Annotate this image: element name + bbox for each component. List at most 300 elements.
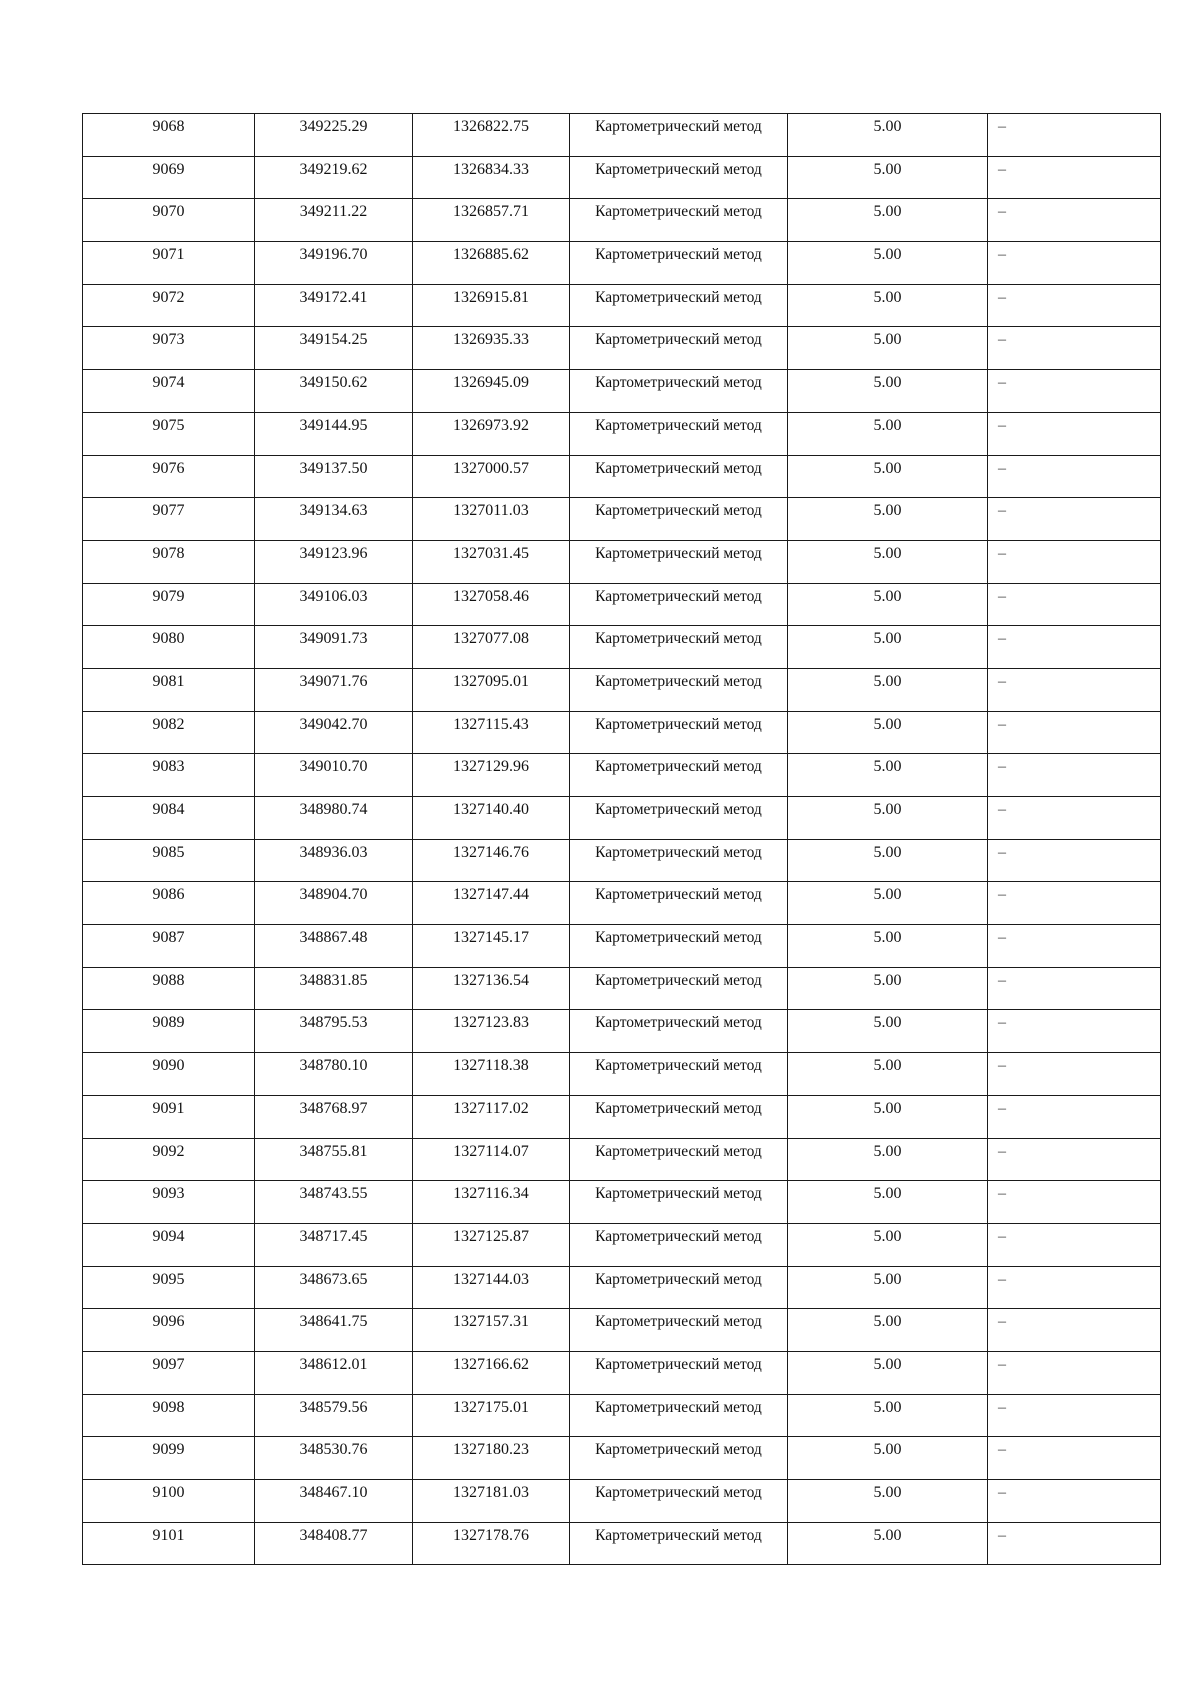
method-cell-text: Картометрический метод: [595, 886, 762, 904]
point-number-cell: [83, 1138, 255, 1181]
accuracy-cell-text: 5.00: [873, 801, 902, 818]
table-row: [83, 882, 1161, 925]
accuracy-cell: [788, 1053, 988, 1096]
point-number-cell-text: 9087: [152, 929, 185, 947]
coordinate-y-cell-text: 1327125.87: [453, 1227, 529, 1245]
note-cell: [988, 967, 1161, 1010]
method-cell-text: Картометрический метод: [595, 630, 762, 648]
coordinate-x-cell-text: 348867.48: [299, 929, 368, 947]
coordinate-y-cell: [413, 797, 570, 840]
method-cell: [570, 754, 788, 797]
note-cell: [988, 1351, 1161, 1394]
coordinate-x-cell: [255, 711, 413, 754]
table-row: [83, 1181, 1161, 1224]
point-number-cell-text: 9079: [152, 587, 185, 605]
coordinate-x-cell: [255, 882, 413, 925]
point-number-cell-text: 9070: [152, 203, 185, 221]
accuracy-cell-text: 5.00: [873, 416, 902, 434]
accuracy-cell: [788, 284, 988, 327]
coordinate-y-cell: [413, 1394, 570, 1437]
point-number-cell: [83, 284, 255, 327]
accuracy-cell: [788, 114, 988, 157]
accuracy-cell-text: 5.00: [873, 502, 902, 520]
point-number-cell-text: 9101: [152, 1526, 185, 1544]
table-row: [83, 1266, 1161, 1309]
note-cell-text: –: [998, 374, 1006, 392]
note-cell-text: –: [998, 672, 1006, 690]
accuracy-cell-text: 5.00: [873, 288, 902, 306]
coordinate-x-cell: [255, 370, 413, 413]
note-cell-text: –: [998, 544, 1006, 562]
accuracy-cell: [788, 925, 988, 968]
method-cell-text: Картометрический метод: [595, 1227, 762, 1245]
method-cell: [570, 284, 788, 327]
note-cell: [988, 583, 1161, 626]
method-cell: [570, 1394, 788, 1437]
point-number-cell: [83, 1437, 255, 1480]
note-cell-text: –: [998, 160, 1006, 178]
note-cell: [988, 882, 1161, 925]
accuracy-cell: [788, 1010, 988, 1053]
note-cell: [988, 1309, 1161, 1352]
coordinate-x-cell-text: 348768.97: [299, 1099, 368, 1117]
table-row: [83, 711, 1161, 754]
accuracy-cell: [788, 412, 988, 455]
note-cell-text: –: [998, 246, 1006, 264]
coordinate-x-cell-text: 349010.70: [299, 758, 368, 776]
coordinate-y-cell: [413, 1053, 570, 1096]
accuracy-cell: [788, 1181, 988, 1224]
accuracy-cell: [788, 1437, 988, 1480]
note-cell-text: –: [998, 971, 1006, 989]
point-number-cell-text: 9098: [152, 1398, 185, 1416]
method-cell: [570, 327, 788, 370]
table-row: [83, 1394, 1161, 1437]
note-cell-text: –: [998, 801, 1006, 818]
coordinate-y-cell-text: 1327145.17: [453, 929, 529, 947]
coordinate-y-cell-text: 1326935.33: [453, 331, 529, 349]
point-number-cell-text: 9093: [152, 1185, 185, 1203]
accuracy-cell: [788, 1266, 988, 1309]
note-cell-text: –: [998, 1185, 1006, 1203]
method-cell-text: Картометрический метод: [595, 715, 762, 733]
method-cell: [570, 1181, 788, 1224]
method-cell: [570, 370, 788, 413]
coordinate-x-cell-text: 348743.55: [299, 1185, 368, 1203]
method-cell: [570, 1138, 788, 1181]
note-cell-text: –: [998, 288, 1006, 306]
coordinate-y-cell-text: 1327129.96: [453, 758, 529, 776]
table-row: [83, 1095, 1161, 1138]
note-cell-text: –: [998, 459, 1006, 477]
point-number-cell-text: 9072: [152, 288, 185, 306]
coordinate-x-cell: [255, 1223, 413, 1266]
table-row: [83, 1053, 1161, 1096]
coordinate-y-cell: [413, 1010, 570, 1053]
point-number-cell-text: 9088: [152, 971, 185, 989]
coordinate-x-cell: [255, 797, 413, 840]
accuracy-cell-text: 5.00: [873, 758, 902, 776]
coordinate-y-cell-text: 1326834.33: [453, 160, 529, 178]
coordinate-y-cell-text: 1326915.81: [453, 288, 529, 306]
method-cell-text: Картометрический метод: [595, 288, 762, 306]
note-cell: [988, 1053, 1161, 1096]
coordinate-y-cell-text: 1326857.71: [453, 203, 529, 221]
method-cell-text: Картометрический метод: [595, 1270, 762, 1288]
note-cell: [988, 199, 1161, 242]
point-number-cell: [83, 1010, 255, 1053]
coordinate-x-cell-text: 348755.81: [299, 1142, 368, 1160]
accuracy-cell: [788, 1351, 988, 1394]
accuracy-cell: [788, 498, 988, 541]
coordinate-y-cell: [413, 156, 570, 199]
accuracy-cell: [788, 1309, 988, 1352]
coordinate-y-cell-text: 1327175.01: [453, 1398, 529, 1416]
method-cell-text: Картометрический метод: [595, 374, 762, 392]
point-number-cell: [83, 1181, 255, 1224]
coordinate-x-cell-text: 349134.63: [299, 502, 368, 520]
note-cell-text: –: [998, 1099, 1006, 1117]
coordinate-y-cell: [413, 284, 570, 327]
accuracy-cell-text: 5.00: [873, 929, 902, 947]
coordinate-x-cell: [255, 199, 413, 242]
table-row: [83, 370, 1161, 413]
point-number-cell: [83, 156, 255, 199]
note-cell-text: –: [998, 929, 1006, 947]
accuracy-cell-text: 5.00: [873, 971, 902, 989]
method-cell: [570, 455, 788, 498]
note-cell-text: –: [998, 587, 1006, 605]
point-number-cell: [83, 455, 255, 498]
point-number-cell-text: 9085: [152, 843, 185, 861]
coordinate-y-cell: [413, 967, 570, 1010]
table-row: [83, 839, 1161, 882]
point-number-cell: [83, 668, 255, 711]
coordinate-x-cell-text: 348980.74: [299, 801, 368, 818]
accuracy-cell-text: 5.00: [873, 1270, 902, 1288]
point-number-cell: [83, 412, 255, 455]
accuracy-cell-text: 5.00: [873, 118, 902, 135]
method-cell-text: Картометрический метод: [595, 1313, 762, 1331]
point-number-cell: [83, 370, 255, 413]
coordinate-x-cell-text: 349225.29: [299, 118, 368, 135]
note-cell: [988, 1181, 1161, 1224]
table-row: [83, 327, 1161, 370]
table-row: [83, 1480, 1161, 1523]
accuracy-cell-text: 5.00: [873, 544, 902, 562]
method-cell: [570, 1266, 788, 1309]
coordinate-x-cell-text: 348936.03: [299, 843, 368, 861]
coordinate-x-cell: [255, 327, 413, 370]
coordinate-x-cell-text: 349071.76: [299, 672, 368, 690]
method-cell-text: Картометрический метод: [595, 459, 762, 477]
coordinates-table: [82, 113, 1161, 1565]
coordinate-x-cell: [255, 754, 413, 797]
accuracy-cell: [788, 1522, 988, 1565]
method-cell-text: Картометрический метод: [595, 587, 762, 605]
coordinate-y-cell: [413, 1095, 570, 1138]
note-cell: [988, 370, 1161, 413]
coordinate-y-cell-text: 1327095.01: [453, 672, 529, 690]
coordinate-y-cell: [413, 1223, 570, 1266]
point-number-cell: [83, 327, 255, 370]
table-row: [83, 455, 1161, 498]
coordinate-x-cell: [255, 1095, 413, 1138]
method-cell-text: Картометрический метод: [595, 1526, 762, 1544]
accuracy-cell: [788, 370, 988, 413]
coordinate-y-cell: [413, 1266, 570, 1309]
coordinate-y-cell: [413, 754, 570, 797]
note-cell-text: –: [998, 630, 1006, 648]
point-number-cell-text: 9084: [152, 801, 185, 818]
point-number-cell: [83, 199, 255, 242]
table-row: [83, 199, 1161, 242]
accuracy-cell-text: 5.00: [873, 459, 902, 477]
note-cell: [988, 754, 1161, 797]
table-row: [83, 1522, 1161, 1565]
accuracy-cell-text: 5.00: [873, 1484, 902, 1501]
coordinate-x-cell-text: 348579.56: [299, 1398, 368, 1416]
method-cell-text: Картометрический метод: [595, 246, 762, 264]
coordinate-x-cell-text: 348612.01: [299, 1355, 368, 1373]
method-cell: [570, 1010, 788, 1053]
point-number-cell: [83, 1309, 255, 1352]
coordinate-x-cell-text: 349219.62: [299, 160, 368, 178]
coordinate-x-cell: [255, 1522, 413, 1565]
note-cell: [988, 839, 1161, 882]
point-number-cell: [83, 1480, 255, 1523]
coordinate-x-cell-text: 348780.10: [299, 1057, 368, 1075]
note-cell-text: –: [998, 1484, 1006, 1501]
coordinate-x-cell-text: 349211.22: [299, 203, 368, 221]
note-cell: [988, 114, 1161, 157]
method-cell: [570, 583, 788, 626]
accuracy-cell: [788, 1138, 988, 1181]
accuracy-cell-text: 5.00: [873, 203, 902, 221]
method-cell: [570, 839, 788, 882]
point-number-cell: [83, 967, 255, 1010]
accuracy-cell: [788, 882, 988, 925]
method-cell-text: Картометрический метод: [595, 1441, 762, 1459]
point-number-cell: [83, 711, 255, 754]
point-number-cell: [83, 498, 255, 541]
coordinate-x-cell: [255, 839, 413, 882]
coordinate-x-cell: [255, 583, 413, 626]
point-number-cell-text: 9073: [152, 331, 185, 349]
note-cell: [988, 1095, 1161, 1138]
accuracy-cell: [788, 199, 988, 242]
coordinate-x-cell: [255, 540, 413, 583]
note-cell-text: –: [998, 1142, 1006, 1160]
point-number-cell-text: 9096: [152, 1313, 185, 1331]
point-number-cell: [83, 583, 255, 626]
method-cell: [570, 967, 788, 1010]
point-number-cell-text: 9074: [152, 374, 185, 392]
coordinate-x-cell: [255, 925, 413, 968]
coordinate-x-cell: [255, 412, 413, 455]
coordinate-y-cell-text: 1327157.31: [453, 1313, 529, 1331]
coordinate-y-cell-text: 1327140.40: [453, 801, 529, 818]
accuracy-cell: [788, 540, 988, 583]
coordinate-y-cell-text: 1327011.03: [453, 502, 529, 520]
method-cell-text: Картометрический метод: [595, 502, 762, 520]
coordinate-y-cell-text: 1327146.76: [453, 843, 529, 861]
table-row: [83, 412, 1161, 455]
coordinate-y-cell-text: 1327178.76: [453, 1526, 529, 1544]
coordinate-y-cell-text: 1327077.08: [453, 630, 529, 648]
coordinate-x-cell: [255, 1480, 413, 1523]
point-number-cell: [83, 1394, 255, 1437]
note-cell-text: –: [998, 331, 1006, 349]
coordinate-y-cell: [413, 583, 570, 626]
table-row: [83, 284, 1161, 327]
coordinate-y-cell: [413, 1351, 570, 1394]
accuracy-cell-text: 5.00: [873, 1227, 902, 1245]
point-number-cell-text: 9099: [152, 1441, 185, 1459]
table-row: [83, 1010, 1161, 1053]
method-cell-text: Картометрический метод: [595, 843, 762, 861]
coordinate-y-cell-text: 1327144.03: [453, 1270, 529, 1288]
coordinate-y-cell: [413, 925, 570, 968]
method-cell-text: Картометрический метод: [595, 1057, 762, 1075]
accuracy-cell-text: 5.00: [873, 331, 902, 349]
accuracy-cell: [788, 754, 988, 797]
note-cell: [988, 1266, 1161, 1309]
point-number-cell: [83, 882, 255, 925]
coordinate-y-cell: [413, 1480, 570, 1523]
note-cell: [988, 284, 1161, 327]
table-row: [83, 540, 1161, 583]
coordinate-x-cell: [255, 455, 413, 498]
note-cell: [988, 412, 1161, 455]
coordinate-y-cell-text: 1327115.43: [453, 715, 529, 733]
point-number-cell: [83, 754, 255, 797]
method-cell: [570, 1480, 788, 1523]
point-number-cell-text: 9090: [152, 1057, 185, 1075]
coordinate-y-cell-text: 1327117.02: [453, 1099, 529, 1117]
accuracy-cell: [788, 1394, 988, 1437]
accuracy-cell: [788, 668, 988, 711]
coordinate-x-cell-text: 349123.96: [299, 544, 368, 562]
coordinate-y-cell: [413, 668, 570, 711]
note-cell-text: –: [998, 843, 1006, 861]
accuracy-cell: [788, 967, 988, 1010]
accuracy-cell-text: 5.00: [873, 1185, 902, 1203]
note-cell: [988, 925, 1161, 968]
coordinate-x-cell-text: 349196.70: [299, 246, 368, 264]
method-cell: [570, 1522, 788, 1565]
point-number-cell-text: 9071: [152, 246, 185, 264]
point-number-cell-text: 9094: [152, 1227, 185, 1245]
coordinate-x-cell: [255, 1394, 413, 1437]
method-cell-text: Картометрический метод: [595, 1099, 762, 1117]
table-row: [83, 626, 1161, 669]
coordinate-y-cell-text: 1327180.23: [453, 1441, 529, 1459]
method-cell: [570, 1309, 788, 1352]
coordinate-y-cell-text: 1326973.92: [453, 416, 529, 434]
point-number-cell-text: 9082: [152, 715, 185, 733]
coordinate-x-cell-text: 348717.45: [299, 1227, 368, 1245]
coordinate-x-cell: [255, 1437, 413, 1480]
coordinate-x-cell-text: 349150.62: [299, 374, 368, 392]
table-row: [83, 156, 1161, 199]
coordinate-x-cell: [255, 1181, 413, 1224]
coordinate-y-cell: [413, 1437, 570, 1480]
accuracy-cell-text: 5.00: [873, 1441, 902, 1459]
coordinate-y-cell: [413, 242, 570, 285]
point-number-cell-text: 9081: [152, 672, 185, 690]
method-cell: [570, 711, 788, 754]
point-number-cell-text: 9091: [152, 1099, 185, 1117]
accuracy-cell-text: 5.00: [873, 160, 902, 178]
point-number-cell-text: 9089: [152, 1014, 185, 1032]
method-cell-text: Картометрический метод: [595, 331, 762, 349]
note-cell-text: –: [998, 1441, 1006, 1459]
note-cell-text: –: [998, 502, 1006, 520]
point-number-cell-text: 9100: [152, 1484, 185, 1501]
method-cell-text: Картометрический метод: [595, 1484, 762, 1501]
note-cell-text: –: [998, 416, 1006, 434]
coordinate-x-cell: [255, 498, 413, 541]
coordinate-x-cell-text: 349106.03: [299, 587, 368, 605]
accuracy-cell-text: 5.00: [873, 1398, 902, 1416]
coordinate-y-cell: [413, 882, 570, 925]
coordinate-x-cell-text: 348673.65: [299, 1270, 368, 1288]
accuracy-cell-text: 5.00: [873, 1142, 902, 1160]
accuracy-cell-text: 5.00: [873, 1526, 902, 1544]
method-cell: [570, 199, 788, 242]
coordinate-y-cell: [413, 498, 570, 541]
accuracy-cell: [788, 797, 988, 840]
accuracy-cell: [788, 327, 988, 370]
note-cell: [988, 156, 1161, 199]
coordinates-table-body: [83, 114, 1161, 1565]
coordinate-y-cell-text: 1327031.45: [453, 544, 529, 562]
accuracy-cell: [788, 455, 988, 498]
coordinate-y-cell: [413, 711, 570, 754]
coordinate-y-cell-text: 1327118.38: [453, 1057, 529, 1075]
coordinate-y-cell: [413, 327, 570, 370]
method-cell: [570, 626, 788, 669]
table-row: [83, 668, 1161, 711]
note-cell: [988, 1437, 1161, 1480]
method-cell-text: Картометрический метод: [595, 971, 762, 989]
point-number-cell: [83, 540, 255, 583]
coordinate-x-cell-text: 349137.50: [299, 459, 368, 477]
method-cell-text: Картометрический метод: [595, 118, 762, 135]
method-cell: [570, 925, 788, 968]
note-cell-text: –: [998, 1313, 1006, 1331]
coordinate-y-cell: [413, 839, 570, 882]
note-cell-text: –: [998, 203, 1006, 221]
coordinate-y-cell-text: 1327181.03: [453, 1484, 529, 1501]
coordinate-x-cell-text: 349144.95: [299, 416, 368, 434]
method-cell: [570, 1437, 788, 1480]
note-cell: [988, 1010, 1161, 1053]
table-row: [83, 925, 1161, 968]
method-cell-text: Картометрический метод: [595, 160, 762, 178]
note-cell: [988, 668, 1161, 711]
method-cell-text: Картометрический метод: [595, 1398, 762, 1416]
coordinate-x-cell-text: 348795.53: [299, 1014, 368, 1032]
method-cell: [570, 668, 788, 711]
accuracy-cell-text: 5.00: [873, 672, 902, 690]
accuracy-cell: [788, 156, 988, 199]
coordinate-x-cell: [255, 242, 413, 285]
coordinate-y-cell: [413, 540, 570, 583]
point-number-cell-text: 9078: [152, 544, 185, 562]
point-number-cell: [83, 1095, 255, 1138]
